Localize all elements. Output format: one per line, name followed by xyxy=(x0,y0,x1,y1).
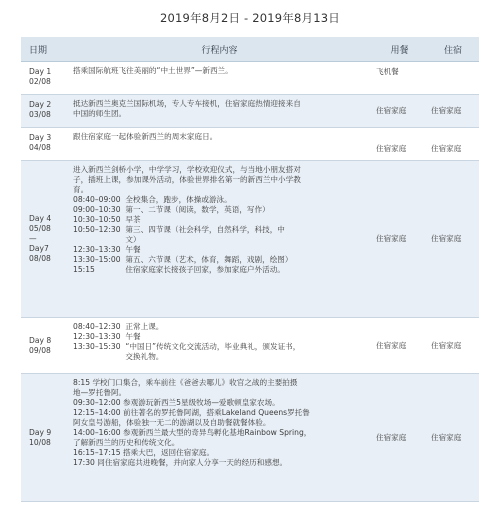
date-cell: Day 4 05/08 — Day7 08/08 xyxy=(21,161,67,318)
schedule-line: 08:40–09:00 全校集合，跑步，体操或游泳。 xyxy=(73,195,232,204)
lodging-cell: 住宿家庭 xyxy=(427,95,479,128)
table-header-row xyxy=(21,37,479,62)
date-cell: Day 2 03/08 xyxy=(21,95,67,128)
schedule-line: 15:15 住宿家庭家长接孩子回家，参加家庭户外活动。 xyxy=(73,265,285,274)
schedule-line: 10:30–10:50 早茶 xyxy=(73,215,141,224)
table-row xyxy=(21,95,479,128)
schedule-line: 13:30–15:30 “中国日”传统文化交流活动，毕业典礼，颁发证书， xyxy=(73,342,301,351)
meal-cell: 住宿家庭 xyxy=(372,318,427,374)
meal-cell: 住宿家庭 xyxy=(372,161,427,318)
itinerary-cell: 抵达新西兰奥克兰国际机场，专人专车接机，住宿家庭热情迎接来自 中国的师生团。 xyxy=(67,95,372,128)
date-cell: Day 9 10/08 xyxy=(21,374,67,502)
table-row xyxy=(21,161,479,318)
page-title: 2019年8月2日 - 2019年8月13日 xyxy=(160,11,340,25)
itinerary-table xyxy=(21,37,479,502)
schedule-line: 10:50–12:30 第三、四节课（社会科学，自然科学，科技，中 xyxy=(73,225,285,234)
schedule-line: 13:30–15:00 第五、六节课（艺术，体育，舞蹈，戏剧，绘图） xyxy=(73,255,293,264)
meal-cell: 住宿家庭 xyxy=(372,374,427,502)
schedule-line: 09:00–10:30 第一、二节课（阅读，数学，英语，写作） xyxy=(73,205,270,214)
column-header-itinerary: 行程内容 xyxy=(67,37,372,62)
lodging-cell xyxy=(427,62,479,95)
column-header-meals: 用餐 xyxy=(372,37,427,62)
date-cell: Day 3 04/08 xyxy=(21,128,67,161)
meal-cell: 住宿家庭 xyxy=(372,95,427,128)
table-row xyxy=(21,374,479,502)
itinerary-cell: 跟住宿家庭一起体验新西兰的周末家庭日。 xyxy=(67,128,372,161)
meal-cell: 住宿家庭 xyxy=(372,128,427,161)
table-row xyxy=(21,62,479,95)
schedule-line: 12:30–13:30 午餐 xyxy=(73,332,141,341)
schedule-line: 08:40–12:30 正常上课。 xyxy=(73,322,164,331)
meal-cell: 飞机餐 xyxy=(372,62,427,95)
lodging-cell: 住宿家庭 xyxy=(427,374,479,502)
lodging-cell: 住宿家庭 xyxy=(427,128,479,161)
schedule-line: 12:30–13:30 午餐 xyxy=(73,245,141,254)
itinerary-cell xyxy=(67,318,372,374)
column-header-date: 日期 xyxy=(21,37,67,62)
date-cell: Day 8 09/08 xyxy=(21,318,67,374)
table-row xyxy=(21,318,479,374)
itinerary-cell: 8:15 学校门口集合，乘车前往《爸爸去哪儿》收官之战的主要拍摄 地—罗托鲁阿。 09:30–12:00 参观游玩新西兰5星级牧场—爱歌顿皇家农场。 12:15–14:00 前往著名的罗托鲁阿湖，搭乘Lakeland Queens罗托鲁 阿女皇号游船，体验独一无二的游湖以及自助餐就餐体验。 14:00–16:00 参观新西兰最大型的奇异鸟孵化基地Rainbow Spring， 了解新西兰的历史和传统文化。 16:15–17:15 搭乘大巴，返回住宿家庭。 17:30 同住宿家庭共进晚餐，并向家人分享一天的经历和感想。 xyxy=(67,374,372,502)
schedule-line: 交换礼物。 xyxy=(125,352,164,361)
lodging-cell: 住宿家庭 xyxy=(427,318,479,374)
itinerary-cell: 进入新西兰剑桥小学，中学学习，学校欢迎仪式，与当地小朋友搭对 子，插班上课，参加课外活动，体验世界排名第一的新西兰中小学教 育。 08:40–09:00 全校集合，跑步，体操或游泳。 09:00–10:30 第一、二节课（阅读，数学，英语，写作） 10:30–10:50 早茶 10:50–12:30 第三、四节课（社会科学，自然科学，科技，中 文） 12:30–13:30 午餐 13:30–15:00 第五、六节课（艺术，体育，舞蹈，戏剧，绘图） 15:15 住宿家庭家长接孩子回家，参加家庭户外活动。 xyxy=(67,161,372,318)
column-header-lodging: 住宿 xyxy=(427,37,479,62)
lodging-cell: 住宿家庭 xyxy=(427,161,479,318)
table-row xyxy=(21,128,479,161)
date-cell: Day 1 02/08 xyxy=(21,62,67,95)
itinerary-cell: 搭乘国际航班飞往美丽的“中土世界”—新西兰。 xyxy=(67,62,372,95)
schedule-line: 文） xyxy=(125,235,141,244)
